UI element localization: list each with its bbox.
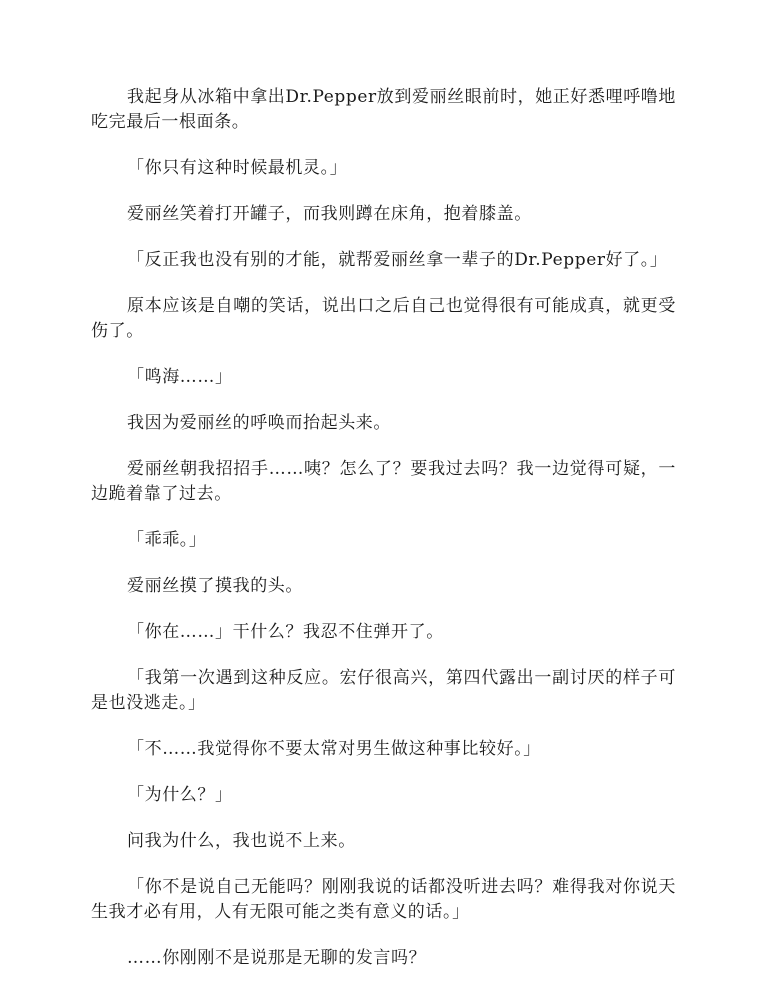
paragraph: 爱丽丝摸了摸我的头。 xyxy=(127,576,303,596)
paragraph: 爱丽丝笑着打开罐子，而我则蹲在床角，抱着膝盖。 xyxy=(127,204,532,224)
paragraph: 「反正我也没有别的才能，就帮爱丽丝拿一辈子的Dr.Pepper好了。」 xyxy=(127,250,668,270)
paragraph: 「鸣海……」 xyxy=(127,367,233,387)
paragraph: 「你在……」干什么？我忍不住弹开了。 xyxy=(127,622,444,642)
paragraph: 「你不是说自己无能吗？刚刚我说的话都没听进去吗？难得我对你说天生我才必有用，人有无限可能之类有意义的话。」 xyxy=(91,877,676,922)
paragraph: ……你刚刚不是说那是无聊的发言吗？ xyxy=(127,948,427,968)
paragraph: 「乖乖。」 xyxy=(127,530,207,550)
document-page xyxy=(91,85,676,992)
paragraph: 「为什么？」 xyxy=(127,785,233,805)
paragraph: 问我为什么，我也说不上来。 xyxy=(127,831,356,851)
paragraph: 「不……我觉得你不要太常对男生做这种事比较好。」 xyxy=(127,739,541,759)
paragraph: 「我第一次遇到这种反应。宏仔很高兴，第四代露出一副讨厌的样子可是也没逃走。」 xyxy=(91,668,676,713)
paragraph: 原本应该是自嘲的笑话，说出口之后自己也觉得很有可能成真，就更受伤了。 xyxy=(91,296,676,341)
paragraph: 爱丽丝朝我招招手……咦？怎么了？要我过去吗？我一边觉得可疑，一边跪着靠了过去。 xyxy=(91,459,676,504)
paragraph: 我起身从冰箱中拿出Dr.Pepper放到爱丽丝眼前时，她正好悉哩呼噜地吃完最后一根面条。 xyxy=(91,87,676,132)
paragraph: 「你只有这种时候最机灵。」 xyxy=(127,158,348,178)
paragraph: 我因为爱丽丝的呼唤而抬起头来。 xyxy=(127,413,391,433)
